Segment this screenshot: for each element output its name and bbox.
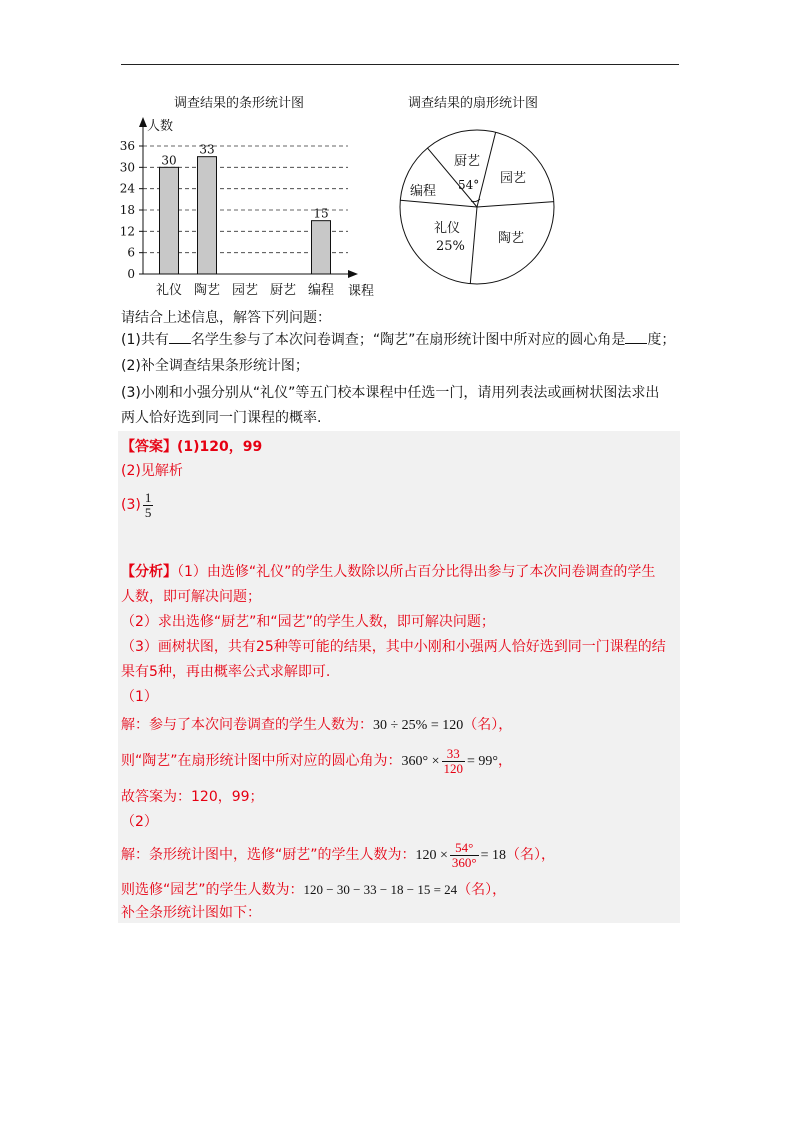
pie-chart-svg [392, 92, 572, 292]
q1-blank-2 [625, 331, 647, 344]
s2-l2-text: 则选修“园艺”的学生人数为： [121, 882, 304, 898]
y-axis-label: 人数 [147, 119, 174, 134]
question-3-line-2: 两人恰好选到同一门课程的概率. [121, 410, 322, 426]
pie-chart-title: 调查结果的扇形统计图 [408, 96, 539, 111]
s1-l1-text: 解：参与了本次问卷调查的学生人数为： [121, 717, 373, 733]
pie-label-yuanyi: 园艺 [500, 171, 527, 186]
s2-l1-unit: （名）， [506, 847, 556, 863]
s2-l1-math-b: = 18 [480, 848, 507, 863]
x-category-label: 编程 [307, 283, 335, 298]
s2-l2-unit: （名）， [457, 882, 507, 898]
s1-l2-den: 120 [443, 760, 464, 776]
question-intro: 请结合上述信息，解答下列问题： [121, 310, 331, 326]
analysis-p1-text: （1）由选修“礼仪”的学生人数除以所占百分比得出参与了本次问卷调查的学生 [177, 564, 656, 580]
bar-data-label: 30 [161, 153, 177, 168]
q1-part-b: 名学生参与了本次问卷调查；“陶艺”在扇形统计图中所对应的圆心角是 [190, 332, 626, 348]
pie-chart [392, 92, 572, 292]
analysis-p3-line-1: （3）画树状图，共有25种等可能的结果，其中小刚和小强两人恰好选到同一门课程的结 [121, 639, 666, 655]
answer-3-fraction [143, 491, 154, 520]
bar-data-label: 15 [313, 206, 329, 221]
s2-l1-den: 360° [451, 854, 477, 870]
pie-label-chuyi: 厨艺 [454, 154, 481, 169]
s1-l2-num: 33 [442, 747, 466, 762]
s2-l2-math: 120 − 30 − 33 − 18 − 15 = 24 [303, 882, 458, 897]
bar-5 [312, 221, 331, 274]
y-tick-label: 6 [127, 245, 135, 260]
answer-1: (1)120，99 [177, 439, 263, 455]
pie-angle-label: 54° [458, 178, 480, 192]
x-axis-label: 课程 [348, 284, 375, 299]
analysis-p3-line-2: 果有5种，再由概率公式求解即可. [121, 664, 331, 680]
x-category-label: 园艺 [231, 283, 259, 298]
solution-2-line-2 [121, 881, 506, 899]
y-tick-label: 18 [119, 203, 135, 217]
pie-label-biancheng: 编程 [410, 184, 437, 199]
bar-1 [160, 167, 179, 274]
analysis-tag: 【分析】 [121, 564, 177, 580]
x-category-label: 礼仪 [155, 283, 183, 298]
pie-liyi-percent: 25% [436, 239, 465, 254]
x-category-label: 厨艺 [269, 283, 297, 298]
x-axis-arrow [348, 270, 358, 278]
solution-1-line-2 [121, 744, 512, 779]
bar-chart [112, 92, 382, 302]
s2-l1-text: 解：条形统计图中，选修“厨艺”的学生人数为： [121, 847, 416, 863]
analysis-p1-line-1 [121, 563, 655, 581]
pie-label-taoyi: 陶艺 [498, 231, 525, 246]
s2-l1-fraction [450, 841, 479, 870]
answer-line-1 [121, 438, 262, 456]
solution-1-line-3: 故答案为：120，99； [121, 789, 264, 805]
question-2: (2)补全调查结果条形统计图； [121, 358, 309, 374]
answer-3-prefix: (3) [121, 497, 141, 513]
y-tick-label: 30 [119, 160, 135, 175]
solution-1-label: （1） [121, 689, 158, 705]
bar-2 [198, 157, 217, 274]
question-3-line-1: (3)小刚和小强分别从“礼仪”等五门校本课程中任选一门，请用列表法或画树状图法求出 [121, 385, 660, 401]
answer-3-num: 1 [144, 489, 152, 505]
solution-2-line-3: 补全条形统计图如下： [121, 905, 261, 921]
header-rule [121, 64, 679, 65]
s1-l2-fraction [442, 747, 466, 776]
solution-2-label: （2） [121, 814, 158, 830]
solution-1-line-1 [121, 716, 512, 735]
pie-label-liyi: 礼仪 [434, 221, 461, 236]
s1-l2-punct: ， [498, 753, 513, 769]
analysis-p2: （2）求出选修“厨艺”和“园艺”的学生人数，即可解决问题； [121, 614, 495, 630]
answer-tag: 【答案】 [121, 439, 177, 455]
s2-l1-num: 54° [450, 841, 479, 856]
s1-l2-math-a: 360° × [401, 754, 440, 769]
s1-l2-text: 则“陶艺”在扇形统计图中所对应的圆心角为： [121, 753, 402, 769]
y-tick-label: 24 [119, 181, 135, 196]
q1-blank-1 [169, 331, 191, 344]
bar-chart-title: 调查结果的条形统计图 [174, 96, 305, 111]
s1-l2-math-b: = 99° [467, 754, 499, 769]
q1-part-c: 度； [647, 332, 676, 348]
x-category-label: 陶艺 [193, 283, 221, 298]
s1-l1-unit: （名）， [463, 717, 513, 733]
y-tick-label: 36 [119, 139, 135, 153]
bar-data-label: 33 [199, 142, 215, 157]
analysis-p1-line-2: 人数，即可解决问题； [121, 589, 261, 605]
y-axis-arrow [139, 117, 147, 127]
answer-3 [121, 490, 155, 520]
q1-part-a: (1)共有 [121, 332, 169, 348]
answer-3-den: 5 [144, 504, 152, 520]
question-1 [121, 331, 675, 349]
answer-2: (2)见解析 [121, 463, 183, 479]
bar-chart-svg [112, 92, 382, 302]
y-tick-label: 12 [119, 224, 135, 239]
y-tick-label: 0 [127, 267, 135, 281]
s1-l1-math: 30 ÷ 25% = 120 [373, 718, 464, 733]
s2-l1-math-a: 120 × [415, 848, 448, 863]
solution-2-line-1 [121, 838, 555, 873]
